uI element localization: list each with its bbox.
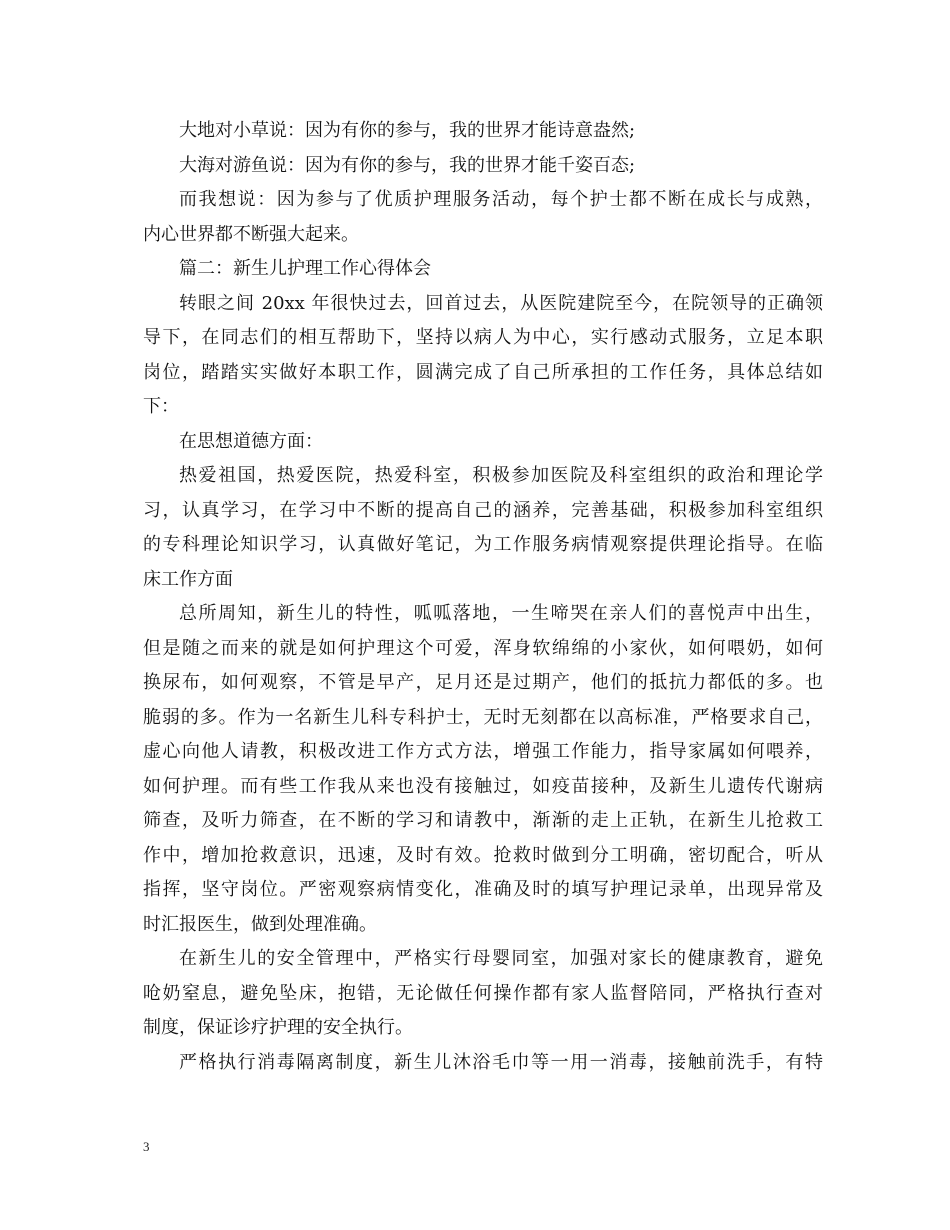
text-line: 大海对游鱼说：因为有你的参与，我的世界才能千姿百态;: [179, 154, 636, 176]
text-line: 床工作方面: [143, 568, 233, 590]
text-line: 导下，在同志们的相互帮助下，坚持以病人为中心，实行感动式服务，立足本职: [143, 327, 823, 348]
page-number: 3: [143, 1139, 150, 1154]
text-line: 筛查，及听力筛查，在不断的学习和请教中，渐渐的走上正轨，在新生儿抢救工: [143, 810, 823, 831]
text-line: 指挥，坚守岗位。严密观察病情变化，准确及时的填写护理记录单，出现异常及: [143, 879, 823, 900]
document-body: [143, 114, 823, 1080]
text-line: 虚心向他人请教，积极改进工作方式方法，增强工作能力，指导家属如何喂养，: [143, 741, 823, 762]
text-line: 习，认真学习，在学习中不断的提高自己的涵养，完善基础，积极参加科室组织: [143, 499, 823, 521]
text-line: 在思想道德方面：: [179, 430, 323, 452]
text-line: 热爱祖国，热爱医院，热爱科室，积极参加医院及科室组织的政治和理论学: [179, 465, 823, 486]
text-line: 时汇报医生，做到处理准确。: [143, 913, 377, 935]
text-line: 内心世界都不断强大起来。: [143, 223, 359, 245]
text-line: 呛奶窒息，避免坠床，抱错，无论做任何操作都有家人监督陪同，严格执行查对: [143, 982, 823, 1004]
text-line: 如何护理。而有些工作我从来也没有接触过，如疫苗接种，及新生儿遗传代谢病: [143, 775, 823, 797]
text-line: 但是随之而来的就是如何护理这个可爱，浑身软绵绵的小家伙，如何喂奶，如何: [143, 637, 823, 659]
text-line: 换尿布，如何观察，不管是早产，足月还是过期产，他们的抵抗力都低的多。也: [143, 672, 823, 693]
text-line: 制度，保证诊疗护理的安全执行。: [143, 1017, 413, 1038]
text-line: 在新生儿的安全管理中，严格实行母婴同室，加强对家长的健康教育，避免: [179, 948, 823, 969]
text-line: 而我想说：因为参与了优质护理服务活动，每个护士都不断在成长与成熟，: [179, 189, 823, 210]
text-line: 下：: [143, 396, 179, 417]
text-line: 岗位，踏踏实实做好本职工作，圆满完成了自己所承担的工作任务，具体总结如: [143, 361, 823, 383]
text-line: 脆弱的多。作为一名新生儿科专科护士，无时无刻都在以高标准，严格要求自己，: [143, 706, 823, 728]
text-line: 的专科理论知识学习，认真做好笔记，为工作服务病情观察提供理论指导。在临: [143, 534, 823, 555]
text-line: 大地对小草说：因为有你的参与，我的世界才能诗意盎然;: [179, 120, 636, 141]
text-line: 总所周知，新生儿的特性，呱呱落地，一生啼哭在亲人们的喜悦声中出生，: [179, 603, 823, 624]
text-line: 转眼之间 20xx 年很快过去，回首过去，从医院建院至今，在院领导的正确领: [179, 292, 823, 314]
text-line: 严格执行消毒隔离制度，新生儿沐浴毛巾等一用一消毒，接触前洗手，有特: [179, 1051, 823, 1073]
text-line: 篇二：新生儿护理工作心得体会: [179, 258, 431, 279]
text-line: 作中，增加抢救意识，迅速，及时有效。抢救时做到分工明确，密切配合，听从: [143, 844, 823, 866]
